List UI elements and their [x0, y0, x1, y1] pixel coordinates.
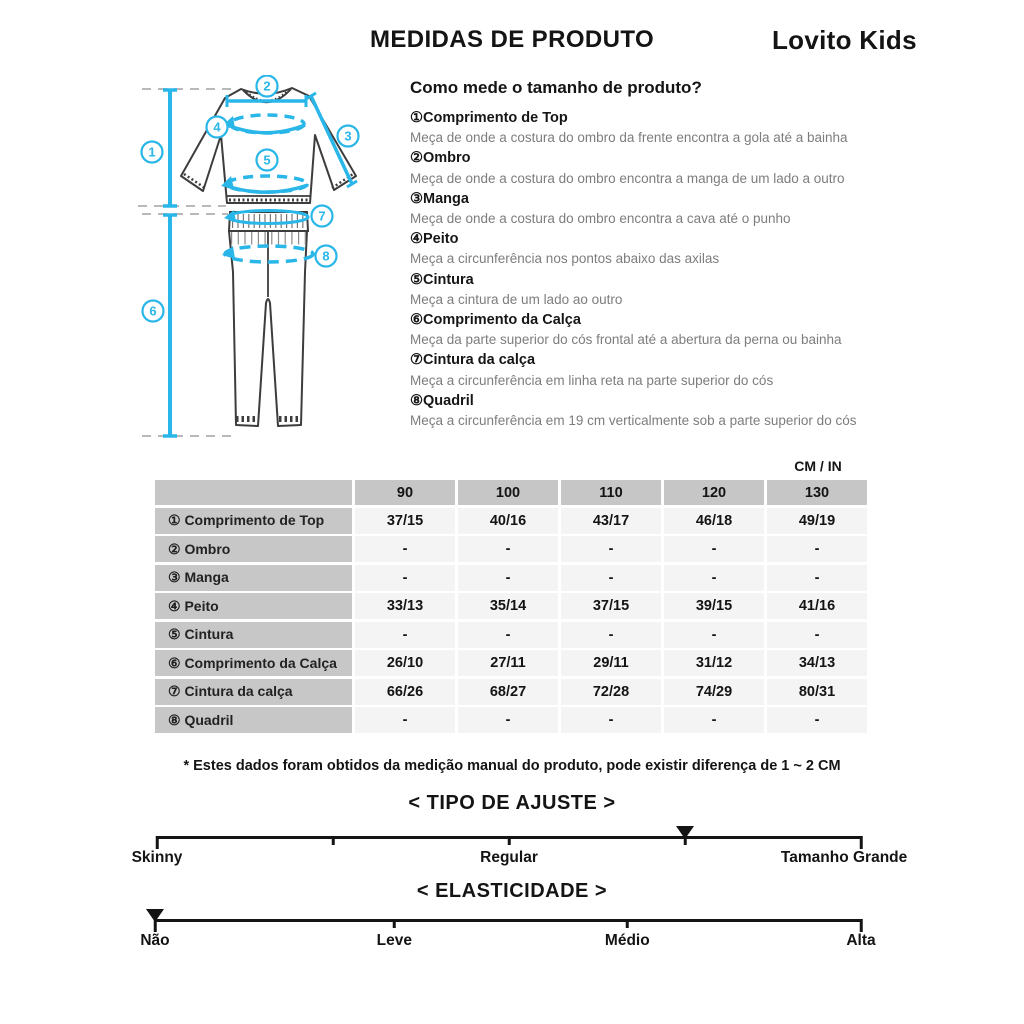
svg-text:2: 2	[263, 78, 271, 94]
fit-scale-tick	[508, 836, 511, 845]
shirt-outline	[181, 88, 356, 203]
table-value: 37/15	[355, 508, 455, 534]
table-corner-cell	[155, 480, 352, 505]
table-value: 40/16	[458, 508, 558, 534]
elasticity-scale-label: Alta	[846, 932, 876, 949]
item-desc: Meça de onde a costura do ombro encontra a manga de um lado a outro	[410, 170, 845, 186]
elasticity-scale-line	[155, 919, 861, 922]
table-value: -	[458, 707, 558, 733]
howto-item-1	[410, 108, 922, 148]
diagram-marker-7	[312, 206, 333, 227]
elasticity-scale-label: Médio	[604, 932, 650, 949]
item-title: Comprimento de Top	[423, 110, 568, 126]
elasticity-scale-tick	[393, 919, 396, 928]
table-value: -	[767, 707, 867, 733]
column-header: 130	[767, 480, 867, 505]
garment-measurement-diagram	[130, 75, 410, 455]
table-value: -	[458, 565, 558, 591]
table-value: 68/27	[458, 679, 558, 705]
table-value: 43/17	[561, 508, 661, 534]
table-value: -	[767, 536, 867, 562]
item-number: ②	[410, 150, 423, 167]
svg-text:8: 8	[322, 248, 330, 264]
svg-text:3: 3	[344, 128, 352, 144]
table-value: -	[664, 536, 764, 562]
elasticity-scale	[140, 915, 876, 955]
table-value: -	[767, 622, 867, 648]
svg-text:6: 6	[149, 303, 157, 319]
howto-section	[410, 78, 922, 431]
elasticity-scale-label: Não	[140, 932, 170, 949]
svg-text:5: 5	[263, 152, 271, 168]
item-title: Manga	[423, 190, 469, 207]
fit-scale-tick	[156, 836, 159, 849]
row-label: ⑧ Quadril	[155, 707, 352, 733]
item-number: ③	[410, 190, 423, 207]
howto-item-5	[410, 270, 922, 310]
table-value: 27/11	[458, 650, 558, 676]
fit-scale-tick	[860, 836, 863, 849]
howto-item-3	[410, 189, 922, 229]
column-header: 120	[664, 480, 764, 505]
fit-scale-tick	[332, 836, 335, 845]
svg-text:7: 7	[318, 208, 326, 224]
fit-scale-label: Tamanho Grande	[780, 849, 908, 866]
item-desc: Meça a circunferência nos pontos abaixo das axilas	[410, 251, 720, 267]
measurement-disclaimer: * Estes dados foram obtidos da medição manual do produto, pode existir diferença de 1 ~ 2 CM	[183, 758, 841, 774]
table-value: 35/14	[458, 593, 558, 619]
fit-scale-marker-icon	[676, 826, 694, 839]
pants-outline	[229, 212, 308, 426]
table-value: -	[664, 565, 764, 591]
item-title: Cintura	[423, 271, 474, 288]
table-value: 80/31	[767, 679, 867, 705]
table-value: 72/28	[561, 679, 661, 705]
table-value: 39/15	[664, 593, 764, 619]
table-value: 34/13	[767, 650, 867, 676]
row-label: ④ Peito	[155, 593, 352, 619]
table-value: 49/19	[767, 508, 867, 534]
page-title: MEDIDAS DE PRODUTO	[369, 26, 655, 53]
row-label: ① Comprimento de Top	[155, 508, 352, 534]
table-value: 33/13	[355, 593, 455, 619]
table-value: -	[355, 622, 455, 648]
row-label: ⑥ Comprimento da Calça	[155, 650, 352, 676]
table-value: -	[458, 536, 558, 562]
brand-logo: Lovito Kids	[772, 25, 917, 55]
table-value: 26/10	[355, 650, 455, 676]
table-value: 41/16	[767, 593, 867, 619]
item-number: ④	[410, 231, 423, 248]
row-label: ③ Manga	[155, 565, 352, 591]
item-title: Comprimento da Calça	[423, 312, 581, 329]
elasticity-scale-heading: < ELASTICIDADE >	[416, 880, 608, 902]
row-label: ② Ombro	[155, 536, 352, 562]
item-title: Quadril	[423, 392, 474, 409]
table-value: 74/29	[664, 679, 764, 705]
item-number: ⑦	[410, 352, 423, 369]
item-number: ⑤	[410, 271, 423, 288]
howto-heading: Como mede o tamanho de produto?	[410, 78, 702, 97]
fit-scale-label: Skinny	[131, 849, 183, 866]
svg-text:1: 1	[148, 144, 156, 160]
howto-item-8	[410, 391, 922, 431]
howto-item-7	[410, 350, 922, 390]
diagram-marker-4	[207, 117, 228, 138]
table-value: 46/18	[664, 508, 764, 534]
column-header: 90	[355, 480, 455, 505]
fit-scale-label: Regular	[480, 849, 538, 866]
item-number: ⑧	[410, 392, 423, 409]
howto-item-6	[410, 310, 922, 350]
elasticity-scale-tick	[626, 919, 629, 928]
table-value: -	[355, 536, 455, 562]
table-value: -	[664, 622, 764, 648]
size-table	[155, 480, 867, 733]
item-title: Cintura da calça	[423, 352, 536, 369]
table-value: -	[561, 707, 661, 733]
elasticity-scale-label: Leve	[376, 932, 412, 949]
fit-scale-heading: < TIPO DE AJUSTE >	[408, 792, 616, 814]
row-label: ⑦ Cintura da calça	[155, 679, 352, 705]
column-header: 110	[561, 480, 661, 505]
fit-scale	[131, 832, 908, 872]
item-desc: Meça de onde a costura do ombro encontra a cava até o punho	[410, 211, 791, 227]
table-value: -	[664, 707, 764, 733]
table-value: 29/11	[561, 650, 661, 676]
table-value: -	[767, 565, 867, 591]
item-title: Peito	[423, 231, 459, 248]
table-value: 66/26	[355, 679, 455, 705]
item-title: Ombro	[423, 150, 471, 167]
howto-item-4	[410, 229, 922, 269]
table-value: 31/12	[664, 650, 764, 676]
table-value: -	[355, 565, 455, 591]
item-desc: Meça a circunferência em 19 cm verticalmente sob a parte superior do cós	[410, 413, 857, 429]
elasticity-scale-tick	[860, 919, 863, 932]
diagram-marker-1	[142, 142, 163, 163]
diagram-marker-3	[338, 126, 359, 147]
diagram-marker-6	[143, 301, 164, 322]
item-desc: Meça da parte superior do cós frontal até a abertura da perna ou bainha	[410, 332, 842, 348]
svg-text:4: 4	[213, 119, 221, 135]
row-label: ⑤ Cintura	[155, 622, 352, 648]
item-number: ①	[410, 110, 423, 126]
unit-label: CM / IN	[794, 458, 842, 474]
item-desc: Meça a cintura de um lado ao outro	[410, 291, 623, 307]
column-header: 100	[458, 480, 558, 505]
diagram-marker-8	[316, 246, 337, 267]
item-desc: Meça a circunferência em linha reta na parte superior do cós	[410, 372, 774, 388]
item-desc: Meça de onde a costura do ombro da frente encontra a gola até a bainha	[410, 130, 848, 146]
table-value: -	[561, 622, 661, 648]
table-value: -	[355, 707, 455, 733]
item-number: ⑥	[410, 312, 423, 329]
elasticity-scale-marker-icon	[146, 909, 164, 922]
diagram-marker-2	[257, 76, 278, 97]
diagram-marker-5	[257, 150, 278, 171]
table-value: -	[561, 565, 661, 591]
table-value: 37/15	[561, 593, 661, 619]
howto-item-2	[410, 148, 922, 188]
table-value: -	[561, 536, 661, 562]
table-value: -	[458, 622, 558, 648]
